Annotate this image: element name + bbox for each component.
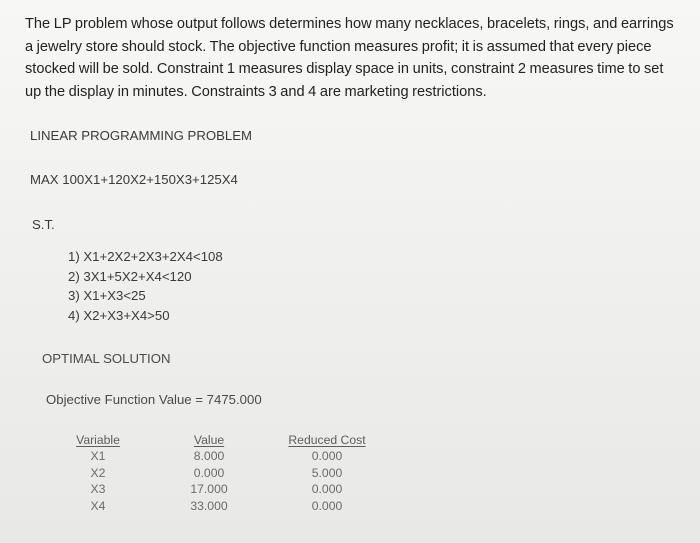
table-cell: 17.000 (190, 482, 228, 496)
table-cell: 0.000 (311, 498, 343, 513)
table-cell: 33.000 (190, 498, 228, 513)
table-cell: X4 (90, 498, 106, 513)
reduced-cost-header: Reduced Cost (288, 433, 366, 447)
subject-to-label: S.T. (32, 217, 55, 232)
value-column (186, 432, 232, 514)
variable-header: Variable (76, 433, 120, 447)
constraint-1: 1) X1+2X2+2X3+2X4<108 (68, 249, 223, 264)
table-cell: 8.000 (193, 449, 225, 463)
description-line: a jewelry store should stock. The objective function measures profit; it is assumed that every piece (25, 38, 652, 55)
table-cell: 5.000 (311, 465, 343, 480)
table-cell: X1 (90, 449, 106, 463)
objective-function: MAX 100X1+120X2+150X3+125X4 (30, 172, 238, 187)
optimal-solution-title: OPTIMAL SOLUTION (42, 351, 171, 366)
description-line: stocked will be sold. Constraint 1 measures display space in units, constraint 2 measures time to set (25, 61, 664, 77)
value-header: Value (193, 433, 225, 447)
table-cell: 0.000 (311, 449, 343, 463)
table-cell: X3 (90, 482, 106, 496)
table-cell: 0.000 (193, 465, 225, 480)
description-line: up the display in minutes. Constraints 3 and 4 are marketing restrictions. (25, 83, 487, 100)
table-cell: X2 (90, 465, 106, 480)
constraint-4: 4) X2+X3+X4>50 (68, 307, 170, 323)
objective-function-value: Objective Function Value = 7475.000 (46, 392, 262, 407)
description-line: The LP problem whose output follows determines how many necklaces, bracelets, rings, and earrings (25, 16, 674, 32)
variable-column (72, 432, 124, 514)
reduced-cost-column (283, 432, 371, 514)
problem-description (25, 13, 685, 103)
constraint-3: 3) X1+X3<25 (68, 288, 146, 303)
table-cell: 0.000 (311, 482, 343, 496)
constraint-2: 2) 3X1+5X2+X4<120 (68, 268, 192, 284)
constraint-list (68, 247, 223, 325)
lp-problem-title: LINEAR PROGRAMMING PROBLEM (30, 128, 253, 143)
